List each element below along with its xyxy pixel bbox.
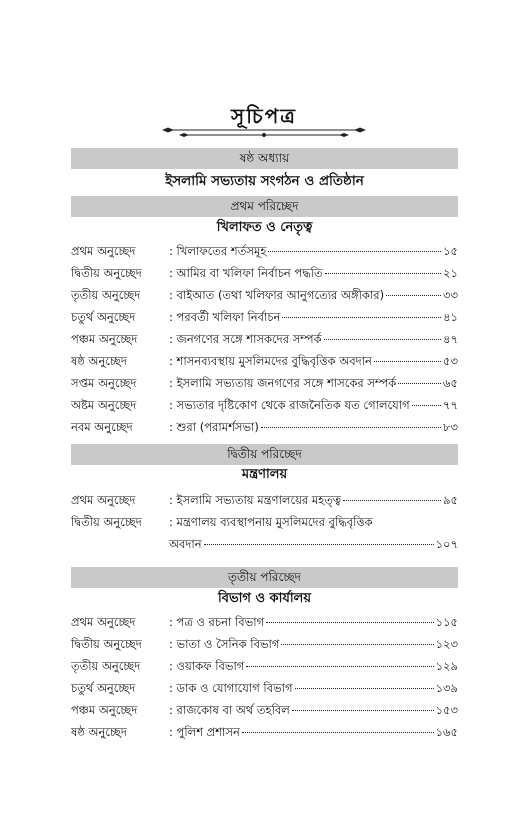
toc-entry[interactable] <box>71 701 458 719</box>
entry-title: অবদান <box>169 537 202 551</box>
dot-leader <box>324 339 441 340</box>
page-number: ৮৩ <box>443 420 458 434</box>
entry-title: : জনগণের সঙ্গে শাসকদের সম্পর্ক <box>169 332 322 346</box>
dot-leader <box>246 666 433 667</box>
page-number: ১৫৩ <box>435 703 458 717</box>
entry-title: : বাইআত (তথা খলিফার আনুগত্যের অঙ্গীকার) <box>169 288 385 302</box>
page-number: ১৬৫ <box>435 725 458 739</box>
entry-label: তৃতীয় অনুচ্ছেদ <box>71 288 141 302</box>
page-number: ৭৭ <box>443 398 458 412</box>
section-label: দ্বিতীয় পরিচ্ছেদ <box>71 444 458 465</box>
entry-label: প্রথম অনুচ্ছেদ <box>71 615 136 629</box>
dot-leader <box>282 317 441 318</box>
entry-title: : ইসলামি সভ্যতায় জনগণের সঙ্গে শাসকের সম্পর্ক <box>169 376 397 390</box>
toc-entry[interactable] <box>71 352 458 370</box>
entry-label: তৃতীয় অনুচ্ছেদ <box>71 659 141 673</box>
chapter-title: ইসলামি সভ্যতায় সংগঠন ও প্রতিষ্ঠান <box>165 173 364 189</box>
toc-entry[interactable] <box>71 723 458 741</box>
section-heading: খিলাফত ও নেতৃত্ব <box>216 220 313 235</box>
page-number: ২১ <box>443 266 458 280</box>
entry-title: : সভ্যতার দৃষ্টিকোণ থেকে রাজনৈতিক যত গোলযোগ <box>169 398 410 412</box>
dot-leader <box>281 644 433 645</box>
dot-leader <box>412 405 441 406</box>
dot-leader <box>204 544 434 545</box>
page-number: ১২৩ <box>435 637 458 651</box>
toc-entry-continuation[interactable] <box>169 535 458 553</box>
entry-label: প্রথম অনুচ্ছেদ <box>71 244 136 258</box>
entry-label: দ্বিতীয় অনুচ্ছেদ <box>71 637 142 651</box>
section-heading: মন্ত্রণালয় <box>241 467 288 482</box>
toc-entry[interactable] <box>71 418 458 436</box>
toc-entry[interactable] <box>71 657 458 675</box>
section-label: প্রথম পরিচ্ছেদ <box>71 196 458 217</box>
entry-label: সপ্তম অনুচ্ছেদ <box>71 376 137 390</box>
entry-title: : ওয়াকফ বিভাগ <box>169 659 245 673</box>
title-ornament <box>162 126 366 140</box>
entry-title: : ইসলামি সভ্যতায় মন্ত্রণালয়ের মহত্ত্ব <box>169 493 342 507</box>
page-number: ১৩৯ <box>435 681 458 695</box>
entry-title: : শুরা (পরামর্শসভা) <box>169 420 259 434</box>
toc-entry[interactable] <box>71 679 458 697</box>
dot-leader <box>374 361 441 362</box>
toc-entry[interactable] <box>71 374 458 392</box>
entry-title: : আমির বা খলিফা নির্বাচন পদ্ধতি <box>169 266 323 280</box>
page-number: ৪১ <box>443 310 458 324</box>
page-number: ১০৭ <box>435 537 458 551</box>
entry-label: পঞ্চম অনুচ্ছেদ <box>71 332 138 346</box>
dot-leader <box>325 273 441 274</box>
entry-label: নবম অনুচ্ছেদ <box>71 420 133 434</box>
entry-title: : পরবর্তী খলিফা নির্বাচন <box>169 310 281 324</box>
toc-entry[interactable] <box>71 513 458 531</box>
toc-entry[interactable] <box>71 242 458 260</box>
toc-entry[interactable] <box>71 330 458 348</box>
toc-entry[interactable] <box>71 308 458 326</box>
entry-title: : খিলাফতের শর্তসমূহ <box>169 244 267 258</box>
entry-title: : ভাতা ও সৈনিক বিভাগ <box>169 637 280 651</box>
entry-label: দ্বিতীয় অনুচ্ছেদ <box>71 266 142 280</box>
entry-title: : রাজকোষ বা অর্থ তহবিল <box>169 703 290 717</box>
page-number: ১২৯ <box>435 659 458 673</box>
dot-leader <box>295 688 434 689</box>
toc-entry[interactable] <box>71 491 458 509</box>
entry-label: ষষ্ঠ অনুচ্ছেদ <box>71 354 127 368</box>
page-number: ৫৩ <box>443 354 458 368</box>
entry-label: চতুর্থ অনুচ্ছেদ <box>71 310 136 324</box>
entry-title: : ডাক ও যোগাযোগ বিভাগ <box>169 681 293 695</box>
entry-title: : শাসনব্যবস্থায় মুসলিমদের বুদ্ধিবৃত্তিক অবদান <box>169 354 372 368</box>
page-number: ৬৫ <box>443 376 458 390</box>
toc-entry[interactable] <box>71 396 458 414</box>
dot-leader <box>398 383 441 384</box>
chapter-label: ষষ্ঠ অধ্যায় <box>71 148 458 169</box>
entry-title: : পত্র ও রচনা বিভাগ <box>169 615 265 629</box>
page-title: সূচিপত্র <box>231 104 297 128</box>
entry-label: দ্বিতীয় অনুচ্ছেদ <box>71 515 142 529</box>
toc-entry[interactable] <box>71 264 458 282</box>
dot-leader <box>343 500 441 501</box>
dot-leader <box>261 427 441 428</box>
entry-title: : পুলিশ প্রশাসন <box>169 725 240 739</box>
entry-label: পঞ্চম অনুচ্ছেদ <box>71 703 138 717</box>
dot-leader <box>386 295 441 296</box>
toc-entry[interactable] <box>71 613 458 631</box>
entry-title: : মন্ত্রণালয় ব্যবস্থাপনায় মুসলিমদের বুদ্ধিবৃত্তিক <box>169 515 373 529</box>
page-number: ৪৭ <box>443 332 458 346</box>
section-heading: বিভাগ ও কার্যালয় <box>217 591 312 606</box>
dot-leader <box>266 622 434 623</box>
page-number: ১৫ <box>443 244 458 258</box>
toc-entry[interactable] <box>71 286 458 304</box>
entry-label: অষ্টম অনুচ্ছেদ <box>71 398 137 412</box>
dot-leader <box>292 710 434 711</box>
dot-leader <box>268 251 441 252</box>
page-number: ৩৩ <box>443 288 458 302</box>
page-number: ১১৫ <box>435 615 458 629</box>
entry-label: প্রথম অনুচ্ছেদ <box>71 493 136 507</box>
section-label: তৃতীয় পরিচ্ছেদ <box>71 567 458 588</box>
entry-label: ষষ্ঠ অনুচ্ছেদ <box>71 725 127 739</box>
toc-entry[interactable] <box>71 635 458 653</box>
entry-label: চতুর্থ অনুচ্ছেদ <box>71 681 136 695</box>
page-number: ৯৫ <box>443 493 458 507</box>
dot-leader <box>242 732 434 733</box>
